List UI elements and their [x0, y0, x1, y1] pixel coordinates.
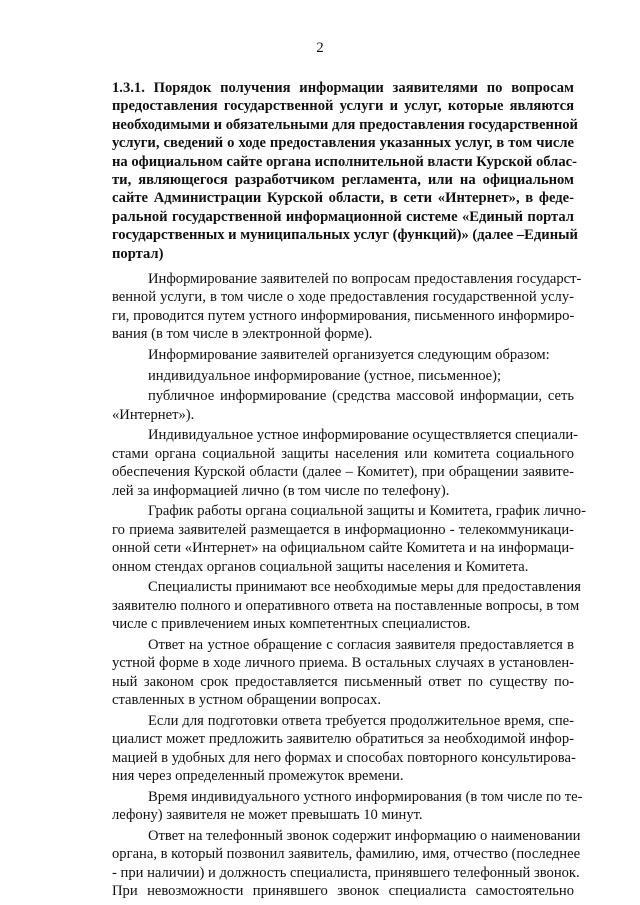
heading-line: 1.3.1. Порядок получения информации заявителями по вопросам — [112, 80, 574, 96]
paragraph-line: устной форме в ходе личного приема. В остальных случаях в установлен- — [112, 655, 574, 672]
paragraph — [112, 270, 582, 344]
heading-line: ти, являющегося разработчиком регламента, или на официальном — [112, 172, 574, 189]
body-text — [112, 270, 586, 903]
paragraph-line: го приема заявителей размещается в информационно - телекоммуникаци- — [112, 521, 574, 538]
paragraph-line: органа, в который позвонил заявитель, фамилию, имя, отчество (последнее — [112, 846, 581, 863]
paragraph-line: - при наличии) и должность специалиста, принявшего телефонный звонок. — [112, 864, 580, 881]
paragraph-line: публичное информирование (средства массовой информации, сеть — [148, 388, 574, 405]
paragraph-line: Время индивидуального устного информирования (в том числе по те- — [148, 788, 583, 805]
heading-line: услуги, сведений о ходе предоставления указанных услуг, в том числе — [112, 135, 574, 152]
paragraph-line: венной услуги, в том числе о ходе предоставления государственной услу- — [112, 289, 574, 306]
paragraph-line: Ответ на телефонный звонок содержит информацию о наименовании — [148, 827, 581, 844]
paragraph-line: Индивидуальное устное информирование осуществляется специали- — [148, 427, 579, 444]
paragraph-line: ги, проводится путем устного информирования, письменного информиро- — [112, 307, 575, 324]
heading-line: портал) — [112, 245, 164, 262]
paragraph-line: онном стендах органов социальной защиты населения и Комитета. — [112, 558, 529, 575]
heading-line: на официальном сайте органа исполнительной власти Курской облас- — [112, 153, 577, 170]
paragraph-line: циалист может предложить заявителю обратиться за необходимой инфор- — [112, 731, 574, 748]
paragraph-line: «Интернет»). — [112, 406, 195, 423]
paragraph-line: лефону) заявителя не может превышать 10 минут. — [112, 807, 423, 824]
heading-line: сайте Администрации Курской области, в сети «Интернет», в феде- — [112, 190, 574, 207]
paragraph-line: ный законом срок предоставляется письменный ответ по существу по- — [112, 673, 574, 690]
paragraph — [112, 712, 574, 786]
heading-line: ральной государственной информационной системе «Единый портал — [112, 208, 574, 225]
paragraph-line: числе с привлечением иных компетентных специалистов. — [112, 616, 471, 633]
paragraph — [112, 426, 579, 500]
paragraph-line: индивидуальное информирование (устное, письменное); — [148, 367, 502, 384]
paragraph-line: вания (в том числе в электронной форме). — [112, 326, 373, 343]
page-number: 2 — [316, 40, 324, 56]
paragraph-line: Если для подготовки ответа требуется продолжительное время, спе- — [148, 712, 574, 729]
paragraph-line: мацией в удобных для него формах и способах повторного консультирова- — [112, 749, 576, 766]
paragraph-line: стами органа социальной защиты населения или комитета социального — [112, 445, 574, 462]
paragraph — [112, 578, 581, 633]
paragraph-line: лей за информацией лично (в том числе по телефону). — [112, 482, 450, 499]
paragraph — [112, 502, 586, 576]
paragraph-line: График работы органа социальной защиты и Комитета, график лично- — [148, 503, 586, 520]
paragraph-line: онной сети «Интернет» на официальном сайте Комитета и на информаци- — [112, 540, 574, 557]
paragraph — [112, 788, 583, 825]
paragraph-line: обеспечения Курской области (далее – Комитет), при обращении заявите- — [112, 464, 574, 481]
paragraph-line: При невозможности принявшего звонок специалиста самостоятельно — [112, 882, 574, 899]
heading-line: предоставления государственной услуги и услуг, которые являются — [112, 98, 574, 115]
paragraph-line: Информирование заявителей организуется следующим образом: — [148, 346, 550, 363]
paragraph-line: ния через определенный промежуток времени. — [112, 767, 404, 784]
paragraph-line: Информирование заявителей по вопросам предоставления государст- — [148, 271, 582, 287]
heading-line: необходимыми и обязательными для предоставления государственной — [112, 116, 578, 133]
paragraph-line: заявителю полного и оперативного ответа на поставленные вопросы, в том — [112, 597, 580, 614]
paragraph — [112, 346, 574, 364]
heading-line: государственных и муниципальных услуг (функций)» (далее –Единый — [112, 227, 578, 244]
paragraph — [112, 367, 574, 385]
paragraph-line: ставленных в устном обращении вопросах. — [112, 692, 381, 709]
paragraph — [112, 827, 581, 901]
paragraph — [112, 387, 574, 424]
paragraph-line: Специалисты принимают все необходимые меры для предоставления — [148, 579, 581, 596]
paragraph-line: Ответ на устное обращение с согласия заявителя предоставляется в — [148, 636, 574, 653]
paragraph — [112, 636, 574, 710]
section-heading — [112, 79, 578, 263]
